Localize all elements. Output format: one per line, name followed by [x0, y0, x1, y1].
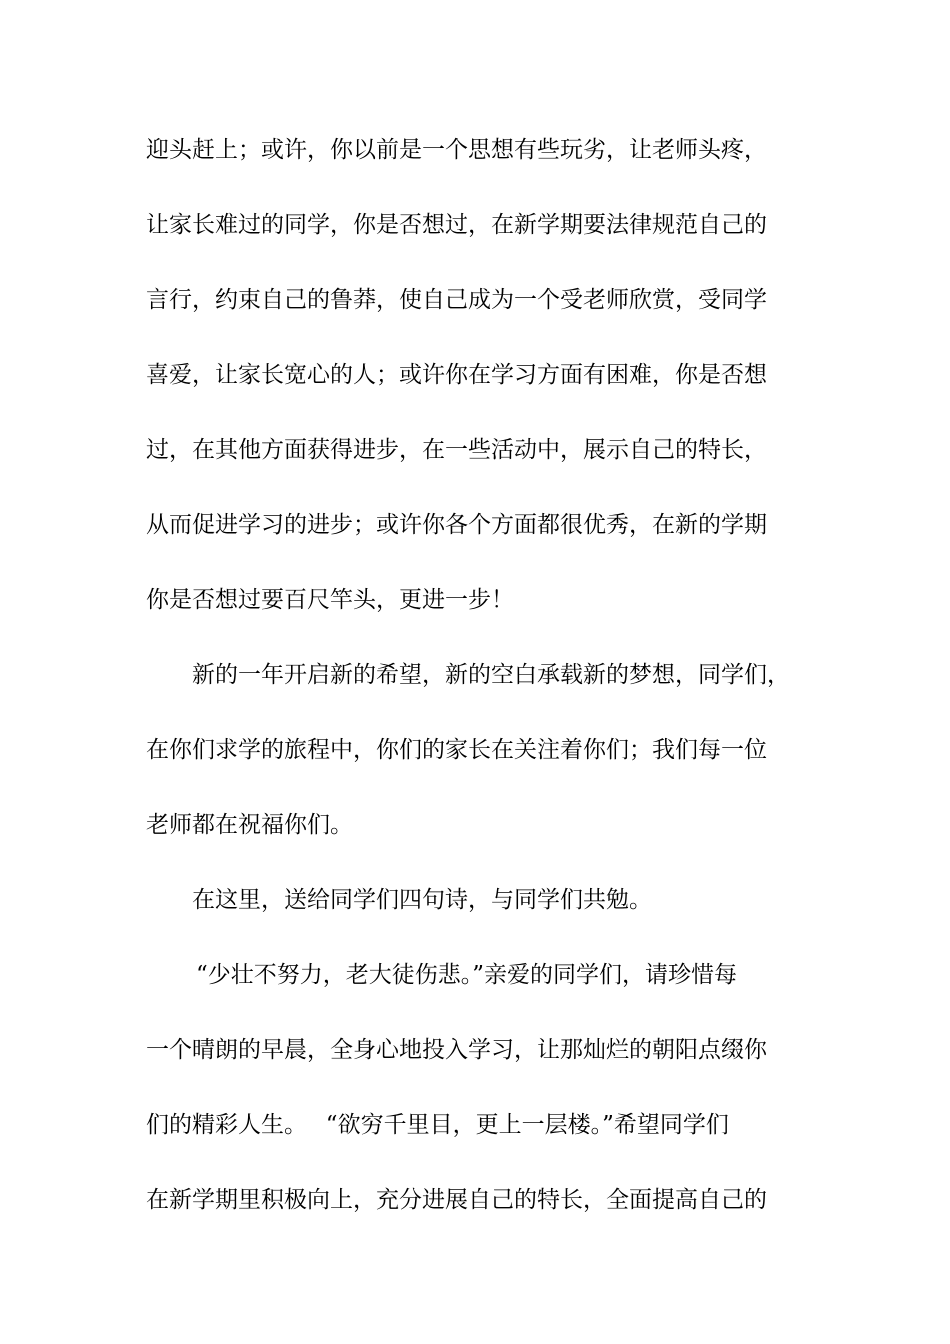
- text-line: 让家长难过的同学，你是否想过，在新学期要法律规范自己的: [146, 212, 767, 238]
- text-line: 喜爱，让家长宽心的人；或许你在学习方面有困难，你是否想: [146, 362, 767, 388]
- text-line: 言行，约束自己的鲁莽，使自己成为一个受老师欣赏，受同学: [146, 287, 767, 313]
- text-line: 在你们求学的旅程中，你们的家长在关注着你们；我们每一位: [146, 737, 767, 763]
- text-line: 迎头赶上；或许，你以前是一个思想有些玩劣，让老师头疼，: [146, 137, 767, 163]
- paragraph-first-line: 新的一年开启新的希望，新的空白承载新的梦想，同学们，: [192, 662, 790, 688]
- text-line: 过，在其他方面获得进步，在一些活动中，展示自己的特长，: [146, 437, 767, 463]
- text-line: 从而促进学习的进步；或许你各个方面都很优秀，在新的学期: [146, 512, 767, 538]
- text-line: 们的精彩人生。 “欲穷千里目，更上一层楼。”希望同学们: [146, 1112, 729, 1138]
- paragraph-first-line: “少壮不努力，老大徒伤悲。”亲爱的同学们，请珍惜每: [196, 962, 738, 988]
- text-line: 一个晴朗的早晨，全身心地投入学习，让那灿烂的朝阳点缀你: [146, 1037, 767, 1063]
- paragraph-first-line: 在这里，送给同学们四句诗，与同学们共勉。: [192, 887, 652, 913]
- text-line: 在新学期里积极向上，充分进展自己的特长，全面提高自己的: [146, 1187, 767, 1213]
- text-line: 老师都在祝福你们。: [146, 812, 353, 838]
- text-line: 你是否想过要百尺竿头，更进一步！: [146, 587, 514, 613]
